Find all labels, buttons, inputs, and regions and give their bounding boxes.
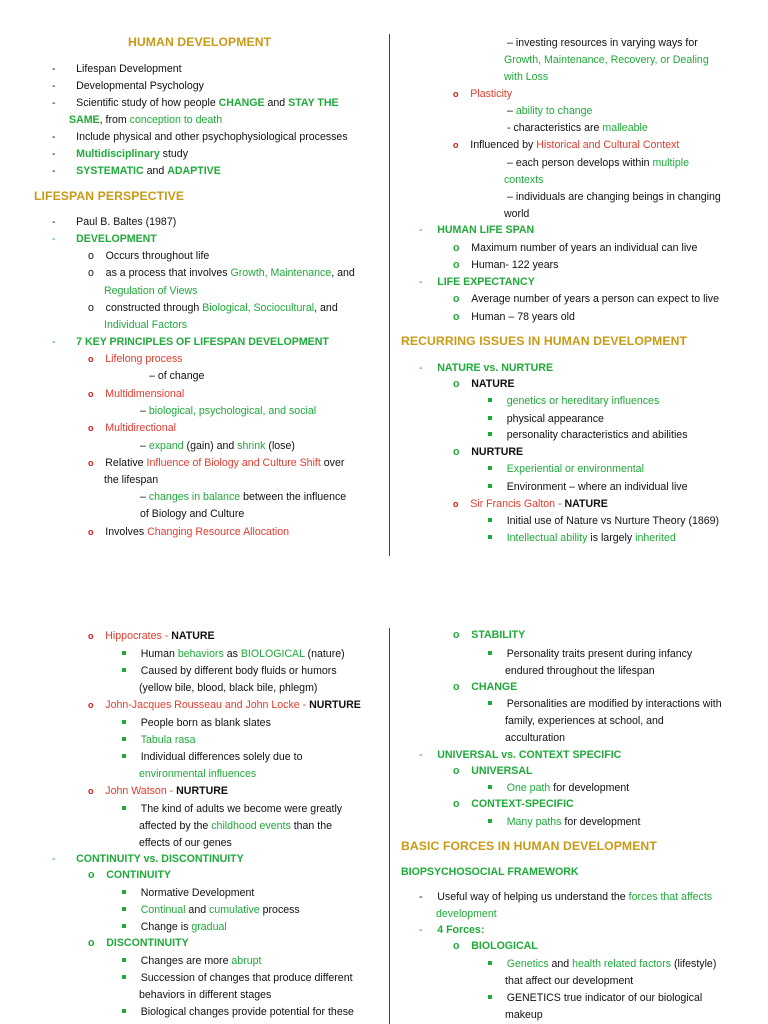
list-item: o Hippocrates - NATURE — [88, 630, 215, 642]
list-item: Individual differences solely due to — [122, 751, 302, 764]
list-item: – individuals are changing beings in changing — [507, 191, 721, 203]
list-item: - DEVELOPMENT — [52, 233, 157, 245]
list-item: The kind of adults we become were greatly — [122, 803, 342, 816]
list-item: o Maximum number of years an individual can live — [453, 242, 698, 254]
list-item: Change is gradual — [122, 921, 227, 934]
list-item: - CONTINUITY vs. DISCONTINUITY — [52, 853, 244, 865]
list-item: o Multidimensional — [88, 388, 185, 400]
list-item: Personality traits present during infancy — [488, 648, 692, 661]
list-item: - LIFE EXPECTANCY — [419, 276, 535, 288]
list-item: Growth, Maintenance, Recovery, or Dealing — [504, 54, 709, 66]
list-item: physical appearance — [488, 413, 604, 426]
list-item: o BIOLOGICAL — [453, 940, 538, 952]
subsection-heading: BIOPSYCHOSOCIAL FRAMEWORK — [401, 866, 579, 878]
list-item: development — [436, 908, 497, 920]
list-item: environmental influences — [139, 768, 257, 780]
list-item: o John-Jacques Rousseau and John Locke - NURTURE — [88, 699, 361, 711]
list-item: that affect our development — [505, 975, 634, 987]
list-item: Caused by different body fluids or humors — [122, 665, 337, 678]
list-item: o Human – 78 years old — [453, 311, 575, 323]
list-item: Many paths for development — [488, 816, 640, 829]
list-item: – biological, psychological, and social — [140, 405, 317, 417]
list-item: contexts — [504, 174, 544, 186]
list-item: Intellectual ability is largely inherited — [488, 532, 676, 545]
list-item: - NATURE vs. NURTURE — [419, 362, 554, 374]
list-item: o Involves Changing Resource Allocation — [88, 526, 290, 538]
list-item: o Plasticity — [453, 88, 513, 100]
list-item: o Occurs throughout life — [88, 250, 210, 262]
list-item: – each person develops within multiple — [507, 157, 689, 169]
list-item: with Loss — [504, 71, 549, 83]
list-item: the lifespan — [104, 474, 159, 486]
list-item: family, experiences at school, and — [505, 715, 664, 727]
list-item: o Human- 122 years — [453, 259, 559, 271]
list-item: – ability to change — [507, 105, 593, 117]
list-item: o Sir Francis Galton - NATURE — [453, 498, 608, 510]
list-item: Tabula rasa — [122, 734, 196, 747]
list-item: - Scientific study of how people CHANGE and STAY THE — [52, 97, 339, 109]
list-item: o Average number of years a person can expect to live — [453, 293, 719, 305]
list-item: Changes are more abrupt — [122, 955, 261, 968]
list-item: - SYSTEMATIC and ADAPTIVE — [52, 165, 221, 177]
list-item: o Relative Influence of Biology and Culture Shift over — [88, 457, 345, 469]
list-item: Biological changes provide potential for these — [122, 1006, 354, 1019]
list-item: o CONTEXT-SPECIFIC — [453, 798, 574, 810]
list-item: One path for development — [488, 782, 629, 795]
list-item: o CONTINUITY — [88, 869, 172, 881]
list-item: – changes in balance between the influence — [140, 491, 347, 503]
list-item: – investing resources in varying ways for — [507, 37, 698, 49]
list-item: Normative Development — [122, 887, 254, 900]
list-item: o Multidirectional — [88, 422, 176, 434]
list-item: Initial use of Nature vs Nurture Theory (1869) — [488, 515, 719, 528]
list-item: - Lifespan Development — [52, 63, 182, 75]
list-item: o UNIVERSAL — [453, 765, 533, 777]
list-item: behaviors in different stages — [139, 989, 272, 1001]
list-item: – expand (gain) and shrink (lose) — [140, 440, 295, 452]
list-item: o Lifelong process — [88, 353, 183, 365]
list-item: - Include physical and other psychophysiological processes — [52, 131, 348, 143]
list-item: o NURTURE — [453, 446, 524, 458]
list-item: (yellow bile, blood, black bile, phlegm) — [139, 682, 318, 694]
list-item: o John Watson - NURTURE — [88, 785, 228, 797]
section-heading: RECURRING ISSUES IN HUMAN DEVELOPMENT — [401, 334, 688, 348]
list-item: - Developmental Psychology — [52, 80, 204, 92]
list-item: Regulation of Views — [104, 285, 198, 297]
page-title: HUMAN DEVELOPMENT — [128, 35, 272, 49]
section-heading: BASIC FORCES IN HUMAN DEVELOPMENT — [401, 839, 657, 853]
list-item: Environment – where an individual live — [488, 481, 688, 494]
list-item: genetics or hereditary influences — [488, 395, 659, 408]
list-item: - Multidisciplinary study — [52, 148, 188, 160]
column-divider-bottom — [389, 628, 390, 1024]
list-item: - Paul B. Baltes (1987) — [52, 216, 177, 228]
list-item: - Useful way of helping us understand the forces that affects — [419, 891, 713, 903]
list-item: personality characteristics and abilities — [488, 429, 688, 442]
list-item: world — [504, 208, 530, 220]
list-item: makeup — [505, 1009, 543, 1021]
list-item: Succession of changes that produce different — [122, 972, 353, 985]
list-item: o DISCONTINUITY — [88, 937, 189, 949]
list-item: Experiential or environmental — [488, 463, 644, 476]
column-divider-top — [389, 34, 390, 556]
list-item: GENETICS true indicator of our biological — [488, 992, 702, 1005]
list-item: affected by the childhood events than the — [139, 820, 332, 832]
list-item: People born as blank slates — [122, 717, 271, 730]
list-item: Personalities are modified by interactions with — [488, 698, 722, 711]
list-item: Genetics and health related factors (lifestyle) — [488, 958, 716, 971]
list-item: endured throughout the lifespan — [505, 665, 655, 677]
list-item: - 4 Forces: — [419, 924, 485, 936]
list-item: Human behaviors as BIOLOGICAL (nature) — [122, 648, 345, 661]
list-item: Continual and cumulative process — [122, 904, 300, 917]
list-item: - UNIVERSAL vs. CONTEXT SPECIFIC — [419, 749, 622, 761]
list-item: – of change — [149, 370, 205, 382]
list-item: - 7 KEY PRINCIPLES OF LIFESPAN DEVELOPMENT — [52, 336, 329, 348]
list-item: effects of our genes — [139, 837, 232, 849]
list-item: of Biology and Culture — [140, 508, 245, 520]
list-item: SAME, from conception to death — [69, 114, 223, 126]
list-item: o CHANGE — [453, 681, 518, 693]
list-item: - HUMAN LIFE SPAN — [419, 224, 535, 236]
list-item: o Influenced by Historical and Cultural Context — [453, 139, 680, 151]
list-item: o STABILITY — [453, 629, 526, 641]
list-item: acculturation — [505, 732, 566, 744]
list-item: o as a process that involves Growth, Maintenance, and — [88, 267, 355, 279]
list-item: o NATURE — [453, 378, 515, 390]
list-item: Individual Factors — [104, 319, 188, 331]
list-item: o constructed through Biological, Sociocultural, and — [88, 302, 338, 314]
list-item: - characteristics are malleable — [507, 122, 648, 134]
section-heading: LIFESPAN PERSPECTIVE — [34, 189, 185, 203]
